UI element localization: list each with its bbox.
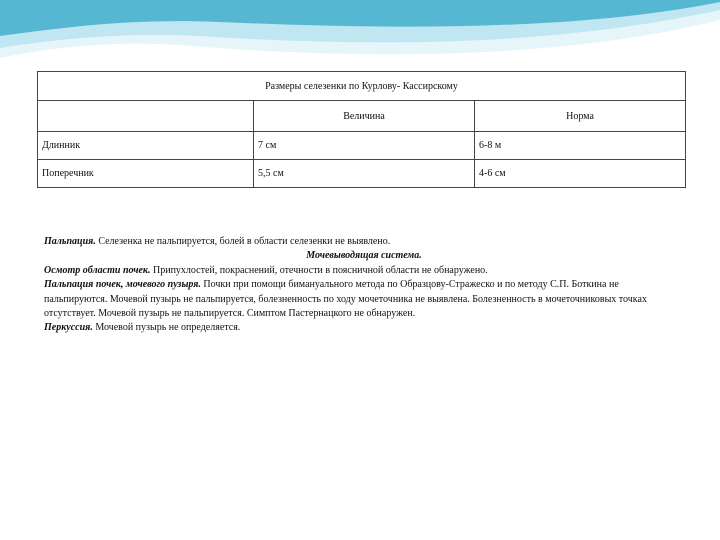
- percussion-text: Мочевой пузырь не определяется.: [92, 322, 241, 334]
- row-name: Поперечник: [38, 160, 254, 188]
- paragraph-palpation: [44, 235, 684, 249]
- kidney-inspection-label: Осмотр области почек.: [44, 264, 151, 276]
- kidney-palpation-label: Пальпация почек, мочевого пузыря.: [44, 279, 201, 291]
- spleen-size-table: [37, 71, 686, 188]
- exam-notes: [44, 235, 684, 336]
- paragraph-kidney-palpation: [44, 278, 684, 321]
- paragraph-kidney-inspection: [44, 264, 684, 278]
- palpation-label: Пальпация.: [44, 236, 96, 247]
- table-row: [38, 160, 686, 188]
- table-title: Размеры селезенки по Курлову- Кассирскому: [38, 72, 686, 101]
- row-value: 7 см: [254, 132, 475, 160]
- urinary-system-heading: Мочевыводящая система.: [306, 250, 422, 262]
- percussion-label: Перкуссия.: [44, 322, 93, 334]
- row-name: Длинник: [38, 132, 254, 160]
- paragraph-percussion: [44, 321, 684, 335]
- table-header-norm: Норма: [475, 101, 686, 132]
- kidney-inspection-text: Припухлостей, покраснений, отечности в поясничной области не обнаружено.: [150, 264, 488, 276]
- section-heading: [44, 249, 684, 263]
- table-row: [38, 132, 686, 160]
- table-header-empty: [38, 101, 254, 132]
- palpation-text: Селезенка не пальпируется, болей в области селезенки не выявлено.: [95, 236, 391, 247]
- row-value: 5,5 см: [254, 160, 475, 188]
- kidney-palpation-text: Почки при помощи бимануального метода по Образцову-Стражеско и по методу С.П. Боткина не пальпируются. Мочевой пузырь не пальпируется, болезненность по ходу мочеточника не выявлена. Болезненность в мочеточниковых точках отсутствует. Мочевой пузырь не пальпируется. Симптом Пастернацкого не обнаружен.: [44, 279, 647, 320]
- row-norm: 6-8 м: [475, 132, 686, 160]
- table-header-value: Величина: [254, 101, 475, 132]
- row-norm: 4-6 см: [475, 160, 686, 188]
